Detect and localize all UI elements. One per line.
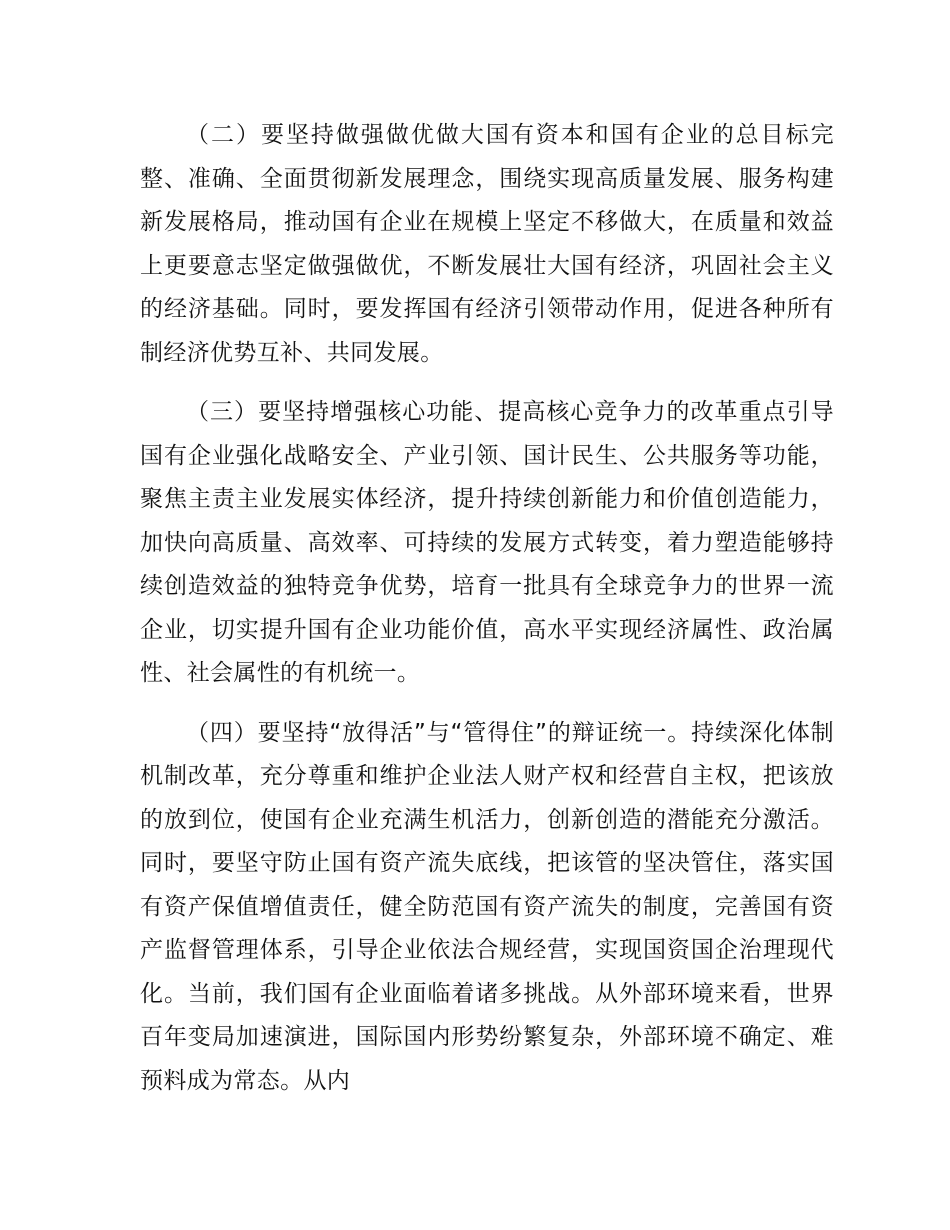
paragraph-section-2: （二）要坚持做强做优做大国有资本和国有企业的总目标完整、准确、全面贯彻新发展理念，围绕实现高质量发展、服务构建新发展格局，推动国有企业在规模上坚定不移做大，在质量和效益上更要意志坚定做强做优，不断发展壮大国有经济，巩固社会主义的经济基础。同时，要发挥国有经济引领带动作用，促进各种所有制经济优势互补、共同发展。 xyxy=(140,122,834,366)
paragraph-section-4: （四）要坚持“放得活”与“管得住”的辩证统一。持续深化体制机制改革，充分尊重和维护企业法人财产权和经营自主权，把该放的放到位，使国有企业充满生机活力，创新创造的潜能充分激活。同时，要坚守防止国有资产流失底线，把该管的坚决管住，落实国有资产保值增值责任，健全防范国有资产流失的制度，完善国有资产监督管理体系，引导企业依法合规经营，实现国资国企治理现代化。当前，我们国有企业面临着诸多挑战。从外部环境来看，世界百年变局加速演进，国际国内形势纷繁复杂，外部环境不确定、难预料成为常态。从内 xyxy=(140,719,834,1094)
paragraph-section-3: （三）要坚持增强核心功能、提高核心竞争力的改革重点引导国有企业强化战略安全、产业引领、国计民生、公共服务等功能，聚焦主责主业发展实体经济，提升持续创新能力和价值创造能力，加快向高质量、高效率、可持续的发展方式转变，着力塑造能够持续创造效益的独特竞争优势，培育一批具有全球竞争力的世界一流企业，切实提升国有企业功能价值，高水平实现经济属性、政治属性、社会属性的有机统一。 xyxy=(140,399,834,686)
